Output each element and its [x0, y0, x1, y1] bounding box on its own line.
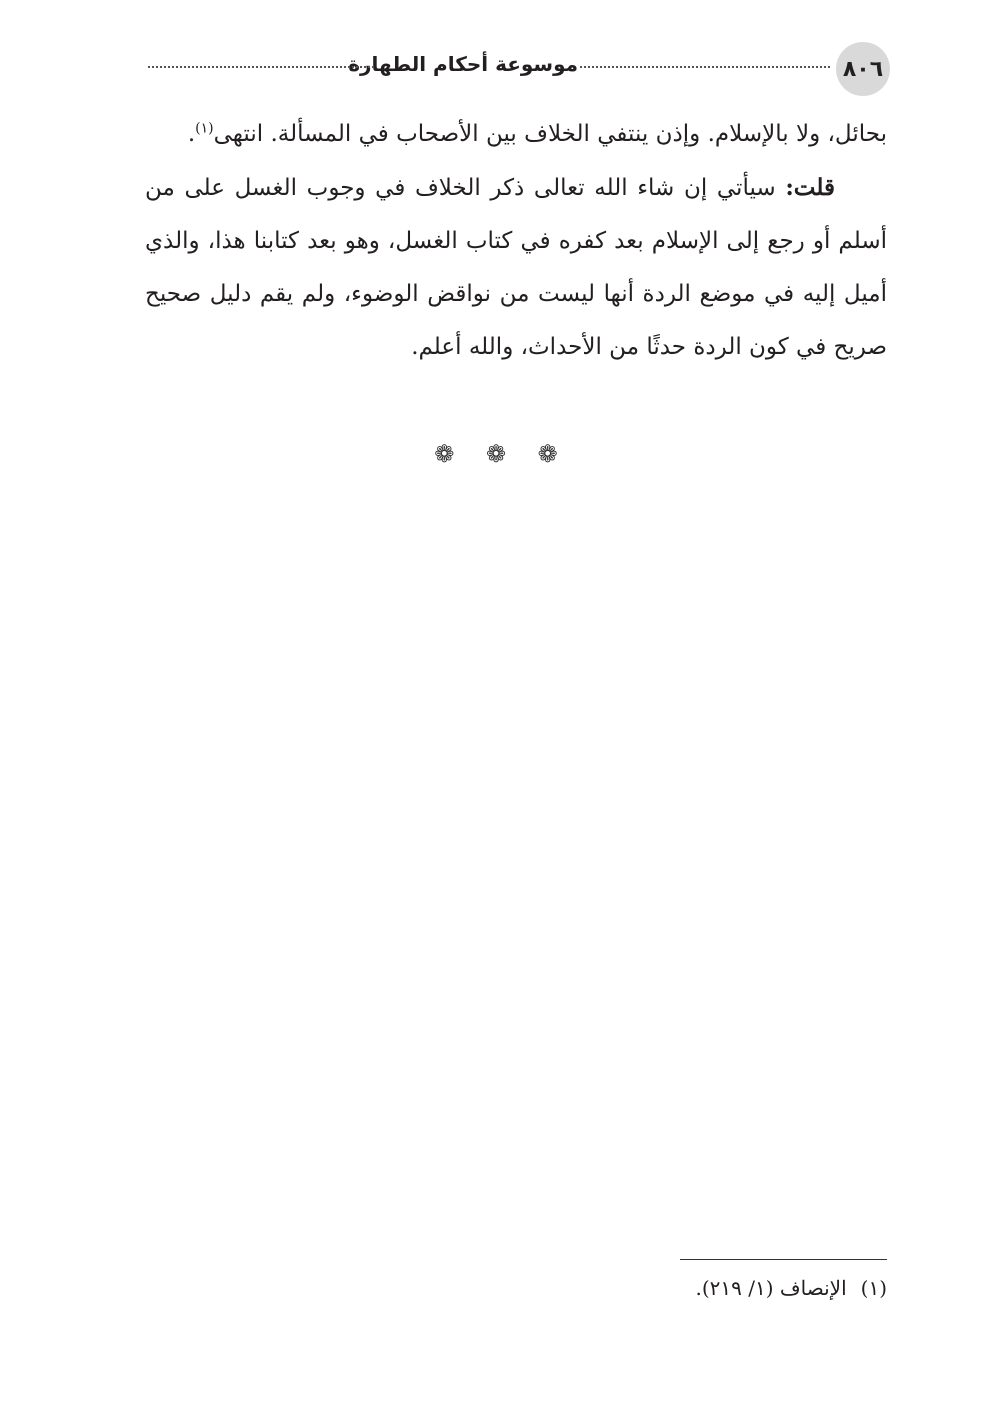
footnote: [560, 1276, 887, 1300]
main-text: [145, 108, 887, 374]
paragraph-1-end: .: [187, 121, 196, 147]
page-header: [148, 42, 890, 98]
paragraph-2-text: سيأتي إن شاء الله تعالى ذكر الخلاف في وجوب الغسل على من أسلم أو رجع إلى الإسلام بعد كفره في كتاب الغسل، وهو بعد كتابنا هذا، والذي أميل إليه في موضع الردة أنها ليست من نواقض الوضوء، ولم يقم دليل صحيح صريح في كون الردة حدثًا من الأحداث، والله أعلم.: [145, 175, 887, 360]
header-dotted-rule-right: [580, 66, 830, 68]
paragraph-1: [145, 108, 887, 161]
paragraph-1-text: بحائل، ولا بالإسلام. وإذن ينتفي الخلاف بين الأصحاب في المسألة. انتهى: [213, 121, 887, 147]
paragraph-2-lead-word: قلت:: [785, 174, 835, 201]
footnote-text: الإنصاف (١/ ٢١٩).: [695, 1276, 847, 1300]
header-dotted-rule-left: [148, 66, 374, 68]
footnote-number: (١): [860, 1276, 887, 1300]
footnote-reference[interactable]: (١): [195, 120, 214, 137]
section-separator-ornament: ❁ ❁ ❁: [434, 440, 570, 468]
page-number-badge: ٨٠٦: [836, 42, 890, 96]
running-title: موسوعة أحكام الطهارة: [348, 52, 578, 76]
footnote-rule: [680, 1259, 887, 1260]
paragraph-2: [145, 161, 887, 374]
